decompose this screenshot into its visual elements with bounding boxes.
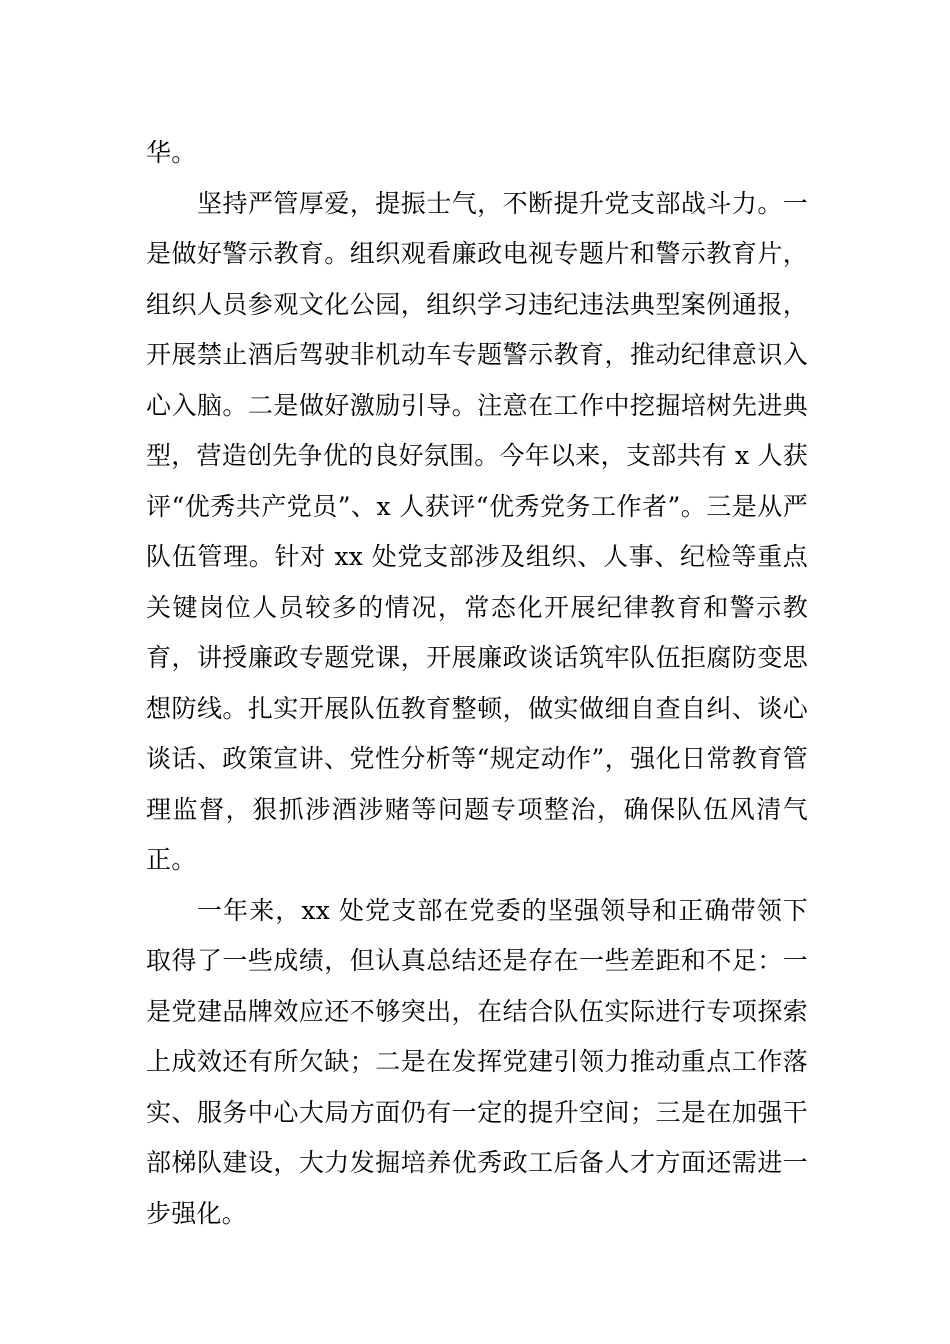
- document-body: [146, 128, 808, 1239]
- paragraph-shortcomings: 一年来，xx 处党支部在党委的坚强领导和正确带领下取得了一些成绩，但认真总结还是存在一些差距和不足：一是党建品牌效应还不够突出，在结合队伍实际进行专项探索上成效还有所欠缺；二是在发挥党建引领力推动重点工作落实、服务中心大局方面仍有一定的提升空间；三是在加强干部梯队建设，大力发掘培养优秀政工后备人才方面还需进一步强化。: [146, 895, 808, 1228]
- paragraph-continuation: 华。: [146, 138, 197, 167]
- paragraph-team-management: 坚持严管厚爱，提振士气，不断提升党支部战斗力。一是做好警示教育。组织观看廉政电视专题片和警示教育片，组织人员参观文化公园，组织学习违纪违法典型案例通报，开展禁止酒后驾驶非机动车专题警示教育，推动纪律意识入心入脑。二是做好激励引导。注意在工作中挖掘培树先进典型，营造创先争优的良好氛围。今年以来，支部共有 x 人获评“优秀共产党员”、x 人获评“优秀党务工作者”。三是从严队伍管理。针对 xx 处党支部涉及组织、人事、纪检等重点关键岗位人员较多的情况，常态化开展纪律教育和警示教育，讲授廉政专题党课，开展廉政谈话筑牢队伍拒腐防变思想防线。扎实开展队伍教育整顿，做实做细自查自纠、谈心谈话、政策宣讲、党性分析等“规定动作”，强化日常教育管理监督，狠抓涉酒涉赌等问题专项整治，确保队伍风清气正。: [146, 188, 808, 874]
